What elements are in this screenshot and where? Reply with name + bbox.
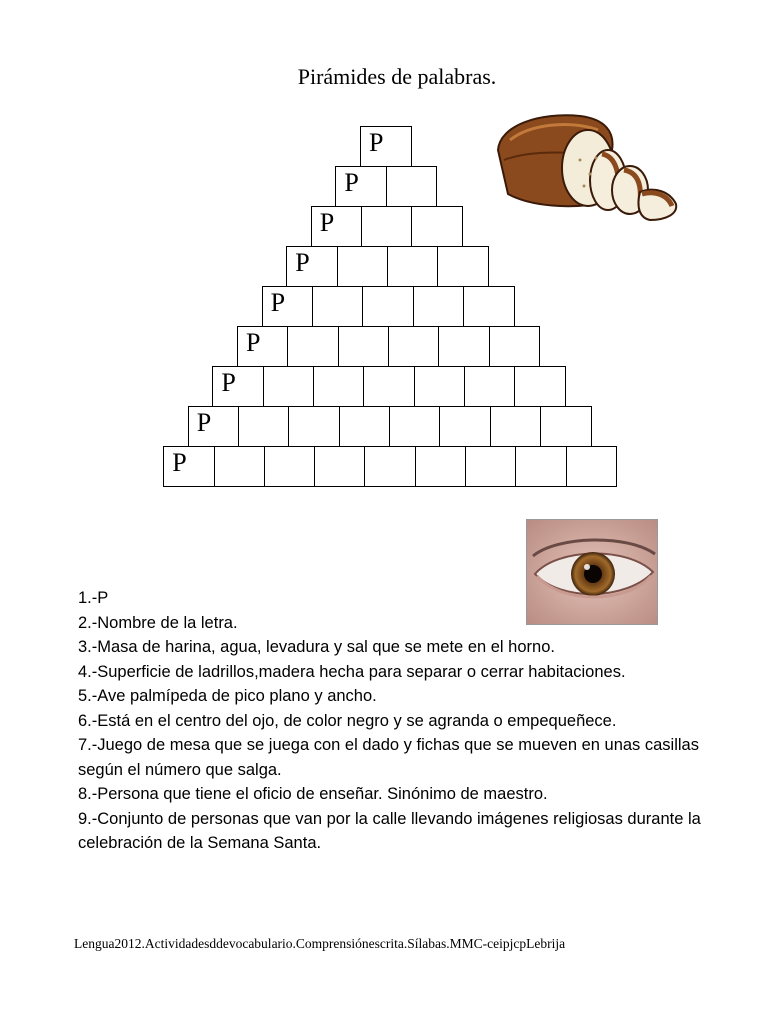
footer-credit: Lengua2012.Actividadesddevocabulario.Comprensiónescrita.Sílabas.MMC-ceipjcpLebrija: [74, 936, 566, 951]
pyramid-blank-cell[interactable]: [387, 246, 439, 287]
pyramid-blank-cell[interactable]: [339, 406, 391, 447]
pyramid-letter-cell: P: [237, 326, 289, 367]
pyramid-letter-cell: P: [212, 366, 264, 407]
clue-item: 7.-Juego de mesa que se juega con el dado y fichas que se mueven en unas casillas según el número que salga.: [78, 736, 699, 779]
pyramid-blank-cell[interactable]: [386, 166, 438, 207]
page-title: Pirámides de palabras.: [297, 64, 497, 89]
pyramid-blank-cell[interactable]: [312, 286, 364, 327]
pyramid-blank-cell[interactable]: [288, 406, 340, 447]
pyramid-letter-cell: P: [262, 286, 314, 327]
pyramid-blank-cell[interactable]: [489, 326, 541, 367]
pyramid-blank-cell[interactable]: [437, 246, 489, 287]
pyramid-blank-cell[interactable]: [389, 406, 441, 447]
pyramid-blank-cell[interactable]: [540, 406, 592, 447]
pyramid-blank-cell[interactable]: [413, 286, 465, 327]
pyramid-blank-cell[interactable]: [263, 366, 315, 407]
clue-item: 5.-Ave palmípeda de pico plano y ancho.: [78, 687, 377, 705]
pyramid-blank-cell[interactable]: [388, 326, 440, 367]
pyramid-letter-cell: P: [286, 246, 338, 287]
pyramid-blank-cell[interactable]: [363, 366, 415, 407]
pyramid-blank-cell[interactable]: [337, 246, 389, 287]
pyramid-blank-cell[interactable]: [414, 366, 466, 407]
pyramid-blank-cell[interactable]: [514, 366, 566, 407]
pyramid-blank-cell[interactable]: [515, 446, 567, 487]
pyramid-blank-cell[interactable]: [214, 446, 266, 487]
pyramid-blank-cell[interactable]: [314, 446, 366, 487]
pyramid-letter-cell: P: [163, 446, 215, 487]
pyramid-letter-cell: P: [188, 406, 240, 447]
pyramid-blank-cell[interactable]: [566, 446, 618, 487]
pyramid-blank-cell[interactable]: [464, 366, 516, 407]
clue-item: 6.-Está en el centro del ojo, de color negro y se agranda o empequeñece.: [78, 711, 617, 730]
pyramid-blank-cell[interactable]: [361, 206, 413, 247]
pyramid-blank-cell[interactable]: [338, 326, 390, 367]
clue-list: [78, 586, 738, 856]
pyramid-blank-cell[interactable]: [264, 446, 316, 487]
clue-item: 2.-Nombre de la letra.: [78, 613, 238, 632]
clue-item: 9.-Conjunto de personas que van por la calle llevando imágenes religiosas durante la celebración de la Semana Santa.: [78, 809, 701, 852]
clue-item: 3.-Masa de harina, agua, levadura y sal que se mete en el horno.: [78, 638, 555, 656]
pyramid-blank-cell[interactable]: [415, 446, 467, 487]
pyramid-letter-cell: P: [335, 166, 387, 207]
pyramid-blank-cell[interactable]: [439, 406, 491, 447]
pyramid-blank-cell[interactable]: [362, 286, 414, 327]
pyramid-blank-cell[interactable]: [364, 446, 416, 487]
clue-item: 8.-Persona que tiene el oficio de enseñar. Sinónimo de maestro.: [78, 785, 548, 803]
pyramid-blank-cell[interactable]: [463, 286, 515, 327]
pyramid-blank-cell[interactable]: [465, 446, 517, 487]
pyramid-letter-cell: P: [360, 126, 412, 167]
bread-illustration: [490, 110, 682, 230]
clue-item: 4.-Superficie de ladrillos,madera hecha para separar o cerrar habitaciones.: [78, 662, 626, 681]
clue-item: 1.-P: [78, 589, 109, 607]
pyramid-blank-cell[interactable]: [490, 406, 542, 447]
pyramid-blank-cell[interactable]: [313, 366, 365, 407]
pyramid-blank-cell[interactable]: [287, 326, 339, 367]
pyramid-blank-cell[interactable]: [238, 406, 290, 447]
pyramid-blank-cell[interactable]: [438, 326, 490, 367]
pyramid-blank-cell[interactable]: [411, 206, 463, 247]
pyramid-letter-cell: P: [311, 206, 363, 247]
